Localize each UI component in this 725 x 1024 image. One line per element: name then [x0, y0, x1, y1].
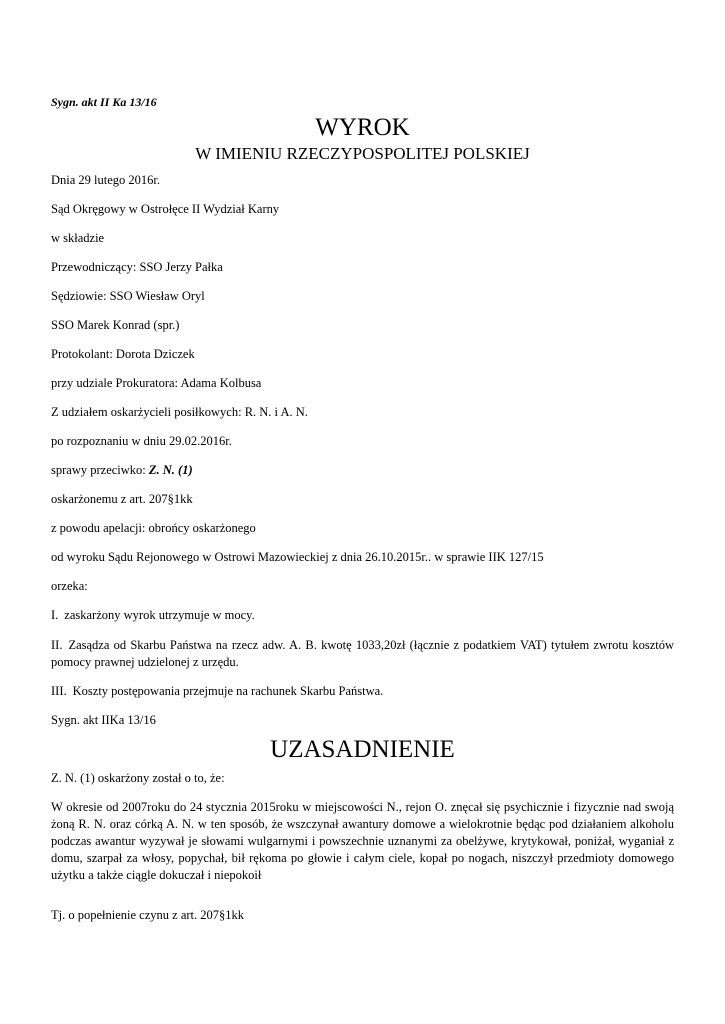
case-signature: Sygn. akt II Ka 13/16	[51, 95, 157, 109]
justification-title: UZASADNIENIE	[270, 736, 455, 763]
orders-label: orzeka:	[51, 579, 88, 593]
ruling-point	[51, 637, 674, 671]
ruling-point-number: II.	[51, 638, 63, 652]
hearing-date: po rozpoznaniu w dniu 29.02.2016r.	[51, 434, 232, 448]
court-clerk: Protokolant: Dorota Dziczek	[51, 347, 195, 361]
defendant-name: Z. N. (1)	[148, 463, 193, 477]
charge-article: oskarżonemu z art. 207§1kk	[51, 492, 193, 506]
document-subtitle: W IMIENIU RZECZYPOSPOLITEJ POLSKIEJ	[195, 144, 530, 163]
justification-charge: Tj. o popełnienie czynu z art. 207§1kk	[51, 908, 244, 922]
case-against	[51, 462, 193, 478]
judges: Sędziowie: SSO Wiesław Oryl	[51, 289, 205, 303]
justification-intro: Z. N. (1) oskarżony został o to, że:	[51, 771, 225, 785]
ruling-point	[51, 683, 674, 700]
verdict-date: Dnia 29 lutego 2016r.	[51, 173, 161, 187]
ruling-point-text: zaskarżony wyrok utrzymuje w mocy.	[64, 608, 255, 622]
ruling-point	[51, 607, 674, 624]
chair-judge: Przewodniczący: SSO Jerzy Pałka	[51, 260, 223, 274]
lower-court-ruling: od wyroku Sądu Rejonowego w Ostrowi Mazowieckiej z dnia 26.10.2015r.. w sprawie IIK 127/15	[51, 550, 544, 564]
ruling-point-number: I.	[51, 608, 59, 622]
ruling-point-text: Zasądza od Skarbu Państwa na rzecz adw. A. B. kwotę 1033,20zł (łącznie z podatkiem VAT) tytułem zwrotu kosztów pomocy prawnej udzielonej z urzędu.	[51, 638, 674, 669]
ruling-point-number: III.	[51, 684, 67, 698]
prosecutor: przy udziale Prokuratora: Adama Kolbusa	[51, 376, 262, 390]
case-against-label: sprawy przeciwko:	[51, 463, 149, 477]
court-name: Sąd Okręgowy w Ostrołęce II Wydział Karny	[51, 202, 280, 216]
composition-label: w składzie	[51, 231, 105, 245]
ruling-point-text: Koszty postępowania przejmuje na rachunek Skarbu Państwa.	[72, 684, 384, 698]
appeal-reason: z powodu apelacji: obrońcy oskarżonego	[51, 521, 256, 535]
judge-rapporteur: SSO Marek Konrad (spr.)	[51, 318, 180, 332]
case-signature-2: Sygn. akt IIKa 13/16	[51, 713, 156, 727]
auxiliary-prosecutors: Z udziałem oskarżycieli posiłkowych: R. N. i A. N.	[51, 405, 308, 419]
document-title: WYROK	[315, 114, 410, 141]
justification-body: W okresie od 2007roku do 24 stycznia 2015roku w miejscowości N., rejon O. znęcał się psychicznie i fizycznie nad swoją żoną R. N. oraz córką A. N. w ten sposób, że wszczynał awantury domowe a wielokrotnie będąc pod działaniem alkoholu podczas awantur wyzywał je słowami wulgarnymi i powszechnie uznanymi za obelżywe, krytykował, poniżał, wyganiał z domu, szarpał za włosy, popychał, bił rękoma po głowie i całym ciele, kopał po nogach, niszczył przedmioty domowego użytku a także ciągle dokuczał i niepokoił	[51, 800, 674, 882]
